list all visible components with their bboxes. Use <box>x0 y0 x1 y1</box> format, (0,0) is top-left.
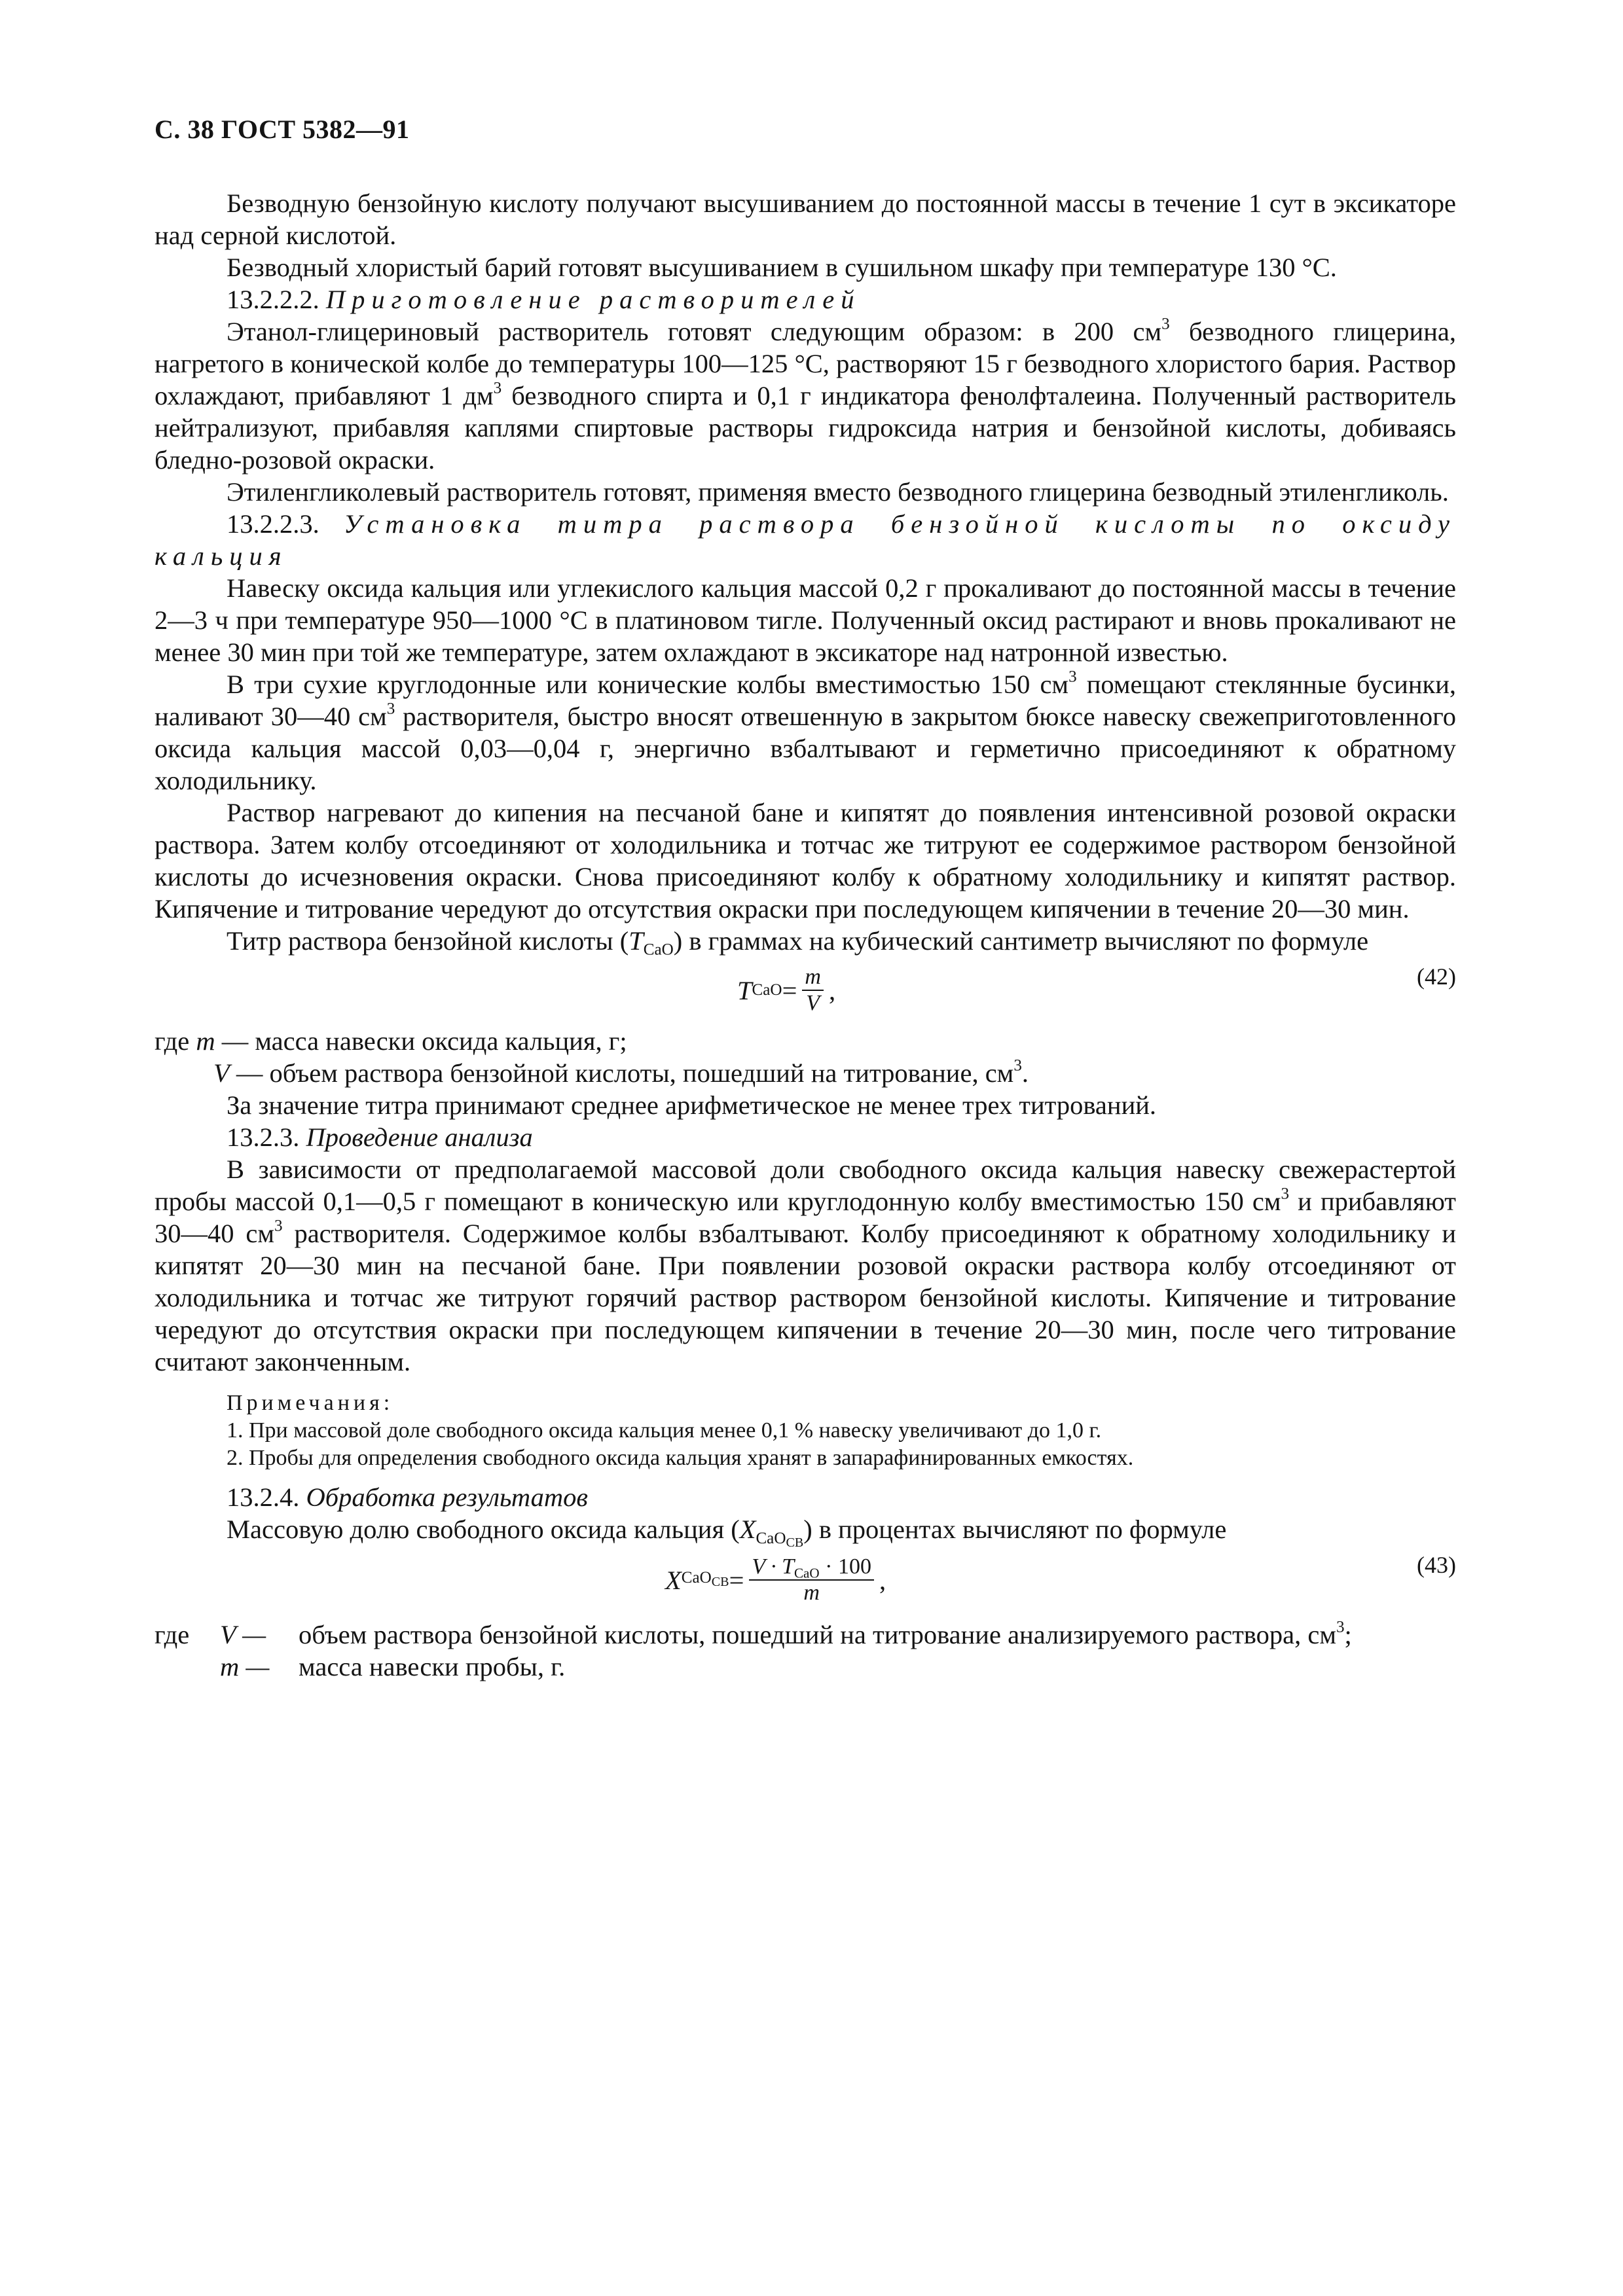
fraction-percent: $\frac{V \cdot T_{CaO} \cdot 100}{m}$ <box>749 1554 874 1605</box>
section-title: Обработка результатов <box>306 1482 588 1512</box>
section-title: Проведение анализа <box>306 1122 533 1152</box>
where-42-v: V — объем раствора бензойной кислоты, пошедший на титрование, $см^3$. <box>213 1056 1029 1088</box>
formula-42-row <box>155 957 1456 1025</box>
paragraph-titer-intro: Титр раствора бензойной кислоты $(T_{CaO})$ в граммах на кубический сантиметр вычисляют по формуле <box>227 926 1369 959</box>
paragraph-benzoic-drying: Безводную бензойную кислоту получают высушиванием до постоянной массы в течение 1 сут в эксикаторе над серной кислотой. <box>155 188 1456 250</box>
paragraph-flasks: В три сухие круглодонные или конические колбы вместимостью 150 $см^3$ помещают стеклянные бусинки, наливают 30—40 $см^3$ растворителя, быстро вносят отвешенную в закрытом бюксе навеску свежеприготовленного оксида кальция массой 0,03—0,04 г, энергично взбалтывают и герметично присоединяют к обратному холодильнику. <box>155 668 1457 795</box>
section-13222-heading <box>155 283 1456 315</box>
paragraph-analysis: В зависимости от предполагаемой массовой доли свободного оксида кальция навеску свежерастертой пробы массой 0,1—0,5 г помещают в коническую или круглодонную колбу вместимостью 150 $см^3$ и прибавляют 30—40 $см^3$ растворителя. Содержимое колбы взбалтывают. Колбу присоединяют к обратному холодильнику и кипятят 20—30 мин на песчаной бане. При появлении розовой окраски раствора колбу отсоединяют от холодильника и тотчас же титруют горячий раствор раствором бензойной кислоты. Кипячение и титрование чередуют до отсутствия окраски при последующем кипячении в течение 20—30 мин, после чего титрование считают законченным. <box>155 1155 1457 1376</box>
equation-number-43: (43) <box>1417 1552 1456 1578</box>
formula-43: X CaO$_{СВ}$ = $\frac{V \cdot T_{CaO} \cdot 100}{m}$ , <box>665 1554 886 1605</box>
where-43-m: масса навески пробы, г. <box>299 1652 566 1681</box>
where-43-v: объем раствора бензойной кислоты, пошедший на титрование анализируемого раствора, $см^3$; <box>299 1618 1352 1649</box>
formula-42: T CaO = $\frac{m}{V}$ , <box>737 965 836 1015</box>
paragraph-ethanol-glycerin: Этанол-глицериновый растворитель готовят следующим образом: в 200 $см^3$ безводного глицерина, нагретого в конической колбе до температуры 100—125 °С, растворяют 15 г безводного хлористого бария. Раствор охлаждают, прибавляют 1 $дм^3$ безводного спирта и 0,1 г индикатора фенолфталеина. Полученный растворитель нейтрализуют, прибавляя каплями спиртовые растворы гидроксида натрия и бензойной кислоты, добиваясь бледно-розовой окраски. <box>155 315 1456 475</box>
section-number: 13.2.3. <box>227 1122 306 1152</box>
equation-number-42: (42) <box>1417 963 1456 990</box>
paragraph-boiling: Раствор нагревают до кипения на песчаной бане и кипятят до появления интенсивной розовой окраски раствора. Затем колбу отсоединяют от холодильника и тотчас же титруют ее содержимое раствором бензойной кислоты до исчезновения окраски. Снова присоединяют колбу к обратному холодильнику и кипятят раствор. Кипячение и титрование чередуют до отсутствия окраски при последующем кипячении в течение 20—30 мин. <box>155 798 1456 924</box>
where-43-list: где V — объем раствора бензойной кислоты, пошедший на титрование анализируемого раствора, $см^3$; m — масса навески пробы, г. <box>155 1619 1456 1683</box>
paragraph-titer-average: За значение титра принимают среднее арифметическое не менее трех титрований. <box>227 1090 1157 1120</box>
where-42-m: где m — масса навески оксида кальция, г; <box>155 1026 627 1056</box>
note-item: 2. Пробы для определения свободного оксида кальция хранят в запарафинированных емкостях. <box>227 1446 1134 1470</box>
paragraph-calcination: Навеску оксида кальция или углекислого кальция массой 0,2 г прокаливают до постоянной массы в течение 2—3 ч при температуре 950—1000 °С в платиновом тигле. Полученный оксид растирают и вновь прокаливают не менее 30 мин при той же температуре, затем охлаждают в эксикаторе над натронной известью. <box>155 573 1456 667</box>
section-title: Приготовление растворителей <box>325 285 861 314</box>
paragraph-mass-fraction-intro: Массовую долю свободного оксида кальция $(X_{CaO_{СВ}})$ в процентах вычисляют по формуле <box>227 1515 1227 1550</box>
notes-title: Примечания: <box>227 1391 394 1415</box>
section-title: Установка титра раствора бензойной кислоты по оксиду кальция <box>155 509 1457 571</box>
formula-43-row <box>155 1545 1456 1619</box>
note-item: 1. При массовой доле свободного оксида кальция менее 0,1 % навеску увеличивают до 1,0 г. <box>227 1418 1102 1443</box>
section-number: 13.2.2.2. <box>227 285 326 314</box>
page-header: С. 38 ГОСТ 5382—91 <box>155 115 410 144</box>
notes-block <box>155 1390 1456 1472</box>
section-13223-heading <box>155 508 1456 572</box>
section-1323-heading <box>155 1121 1456 1153</box>
paragraph-barium-drying: Безводный хлористый барий готовят высушиванием в сушильном шкафу при температуре 130 °С. <box>227 253 1337 282</box>
fraction-m-over-v: $\frac{m}{V}$ <box>802 965 824 1016</box>
section-number: 13.2.2.3. <box>227 509 344 539</box>
section-number: 13.2.4. <box>227 1482 306 1512</box>
document-body <box>155 187 1456 1683</box>
paragraph-ethylene-glycol: Этиленгликолевый растворитель готовят, применяя вместо безводного глицерина безводный этиленгликоль. <box>227 477 1449 507</box>
section-1324-heading <box>155 1481 1456 1513</box>
